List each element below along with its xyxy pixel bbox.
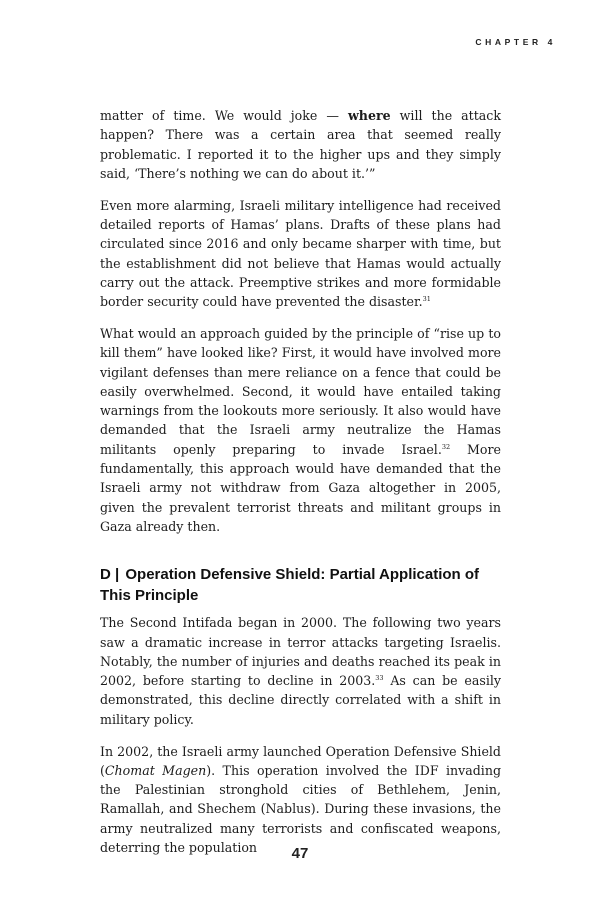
emphasis-italic: Chomat Magen: [104, 762, 207, 778]
paragraph-text: Even more alarming, Israeli military intelligence had received detailed reports of Hamas’ plans. Drafts of these plans had circulated since 2016 and only became sharper with time, but the establishment did not believe that Hamas would actually carry out the attack. Preemptive strikes and more formidable border security could have prevented the disaster.: [100, 197, 501, 310]
section-title: Operation Defensive Shield: Partial Application of This Principle: [100, 566, 480, 605]
footnote-ref: 31: [422, 295, 431, 304]
paragraph: [100, 742, 501, 858]
paragraph: [100, 324, 501, 536]
paragraph: [100, 613, 501, 729]
paragraph-text: matter of time. We would joke —: [100, 108, 348, 123]
paragraph: [100, 106, 501, 183]
paragraph-text: In 2002, the Israeli army launched Operation Defensive Shield (: [100, 743, 501, 778]
footnote-ref: 32: [441, 442, 451, 451]
page-number: 47: [291, 845, 309, 862]
running-head: CHAPTER 4: [475, 37, 556, 47]
emphasis-bold: where: [347, 108, 391, 123]
paragraph: [100, 196, 501, 312]
paragraph-text: More fundamentally, this approach would have demanded that the Israeli army not withdraw from Gaza altogether in 2005, given the prevalent terrorist threats and militant groups in Gaza already then.: [100, 441, 501, 534]
paragraph-text: What would an approach guided by the principle of “rise up to kill them” have looked like? First, it would have involved more vigilant defenses than mere reliance on a fence that could be easily overwhelmed. Second, it would have entailed taking warnings from the lookouts more seriously. It also would have demanded that the Israeli army neutralize the Hamas militants openly preparing to invade Israel.: [100, 325, 501, 457]
section-marker: D |: [100, 566, 120, 584]
footnote-ref: 33: [375, 674, 384, 683]
paragraph-text: ). This operation involved the IDF invading the Palestinian stronghold cities of Bethlehem, Jenin, Ramallah, and Shechem (Nablus). During these invasions, the army neutralized many terrorists and confiscated weapons, deterring the population: [100, 762, 502, 855]
paragraph-text: will the attack happen? There was a certain area that seemed really problematic. I reported it to the higher ups and they simply said, ‘There’s nothing we can do about it.’”: [100, 108, 501, 181]
paragraph-text: The Second Intifada began in 2000. The following two years saw a dramatic increase in terror attacks targeting Israelis. Notably, the number of injuries and deaths reached its peak in 2002, before starting to decline in 2003.: [100, 615, 501, 689]
body-text: [100, 106, 501, 870]
section-heading: [100, 564, 501, 606]
paragraph-text: As can be easily demonstrated, this decline directly correlated with a shift in military policy.: [100, 673, 502, 727]
